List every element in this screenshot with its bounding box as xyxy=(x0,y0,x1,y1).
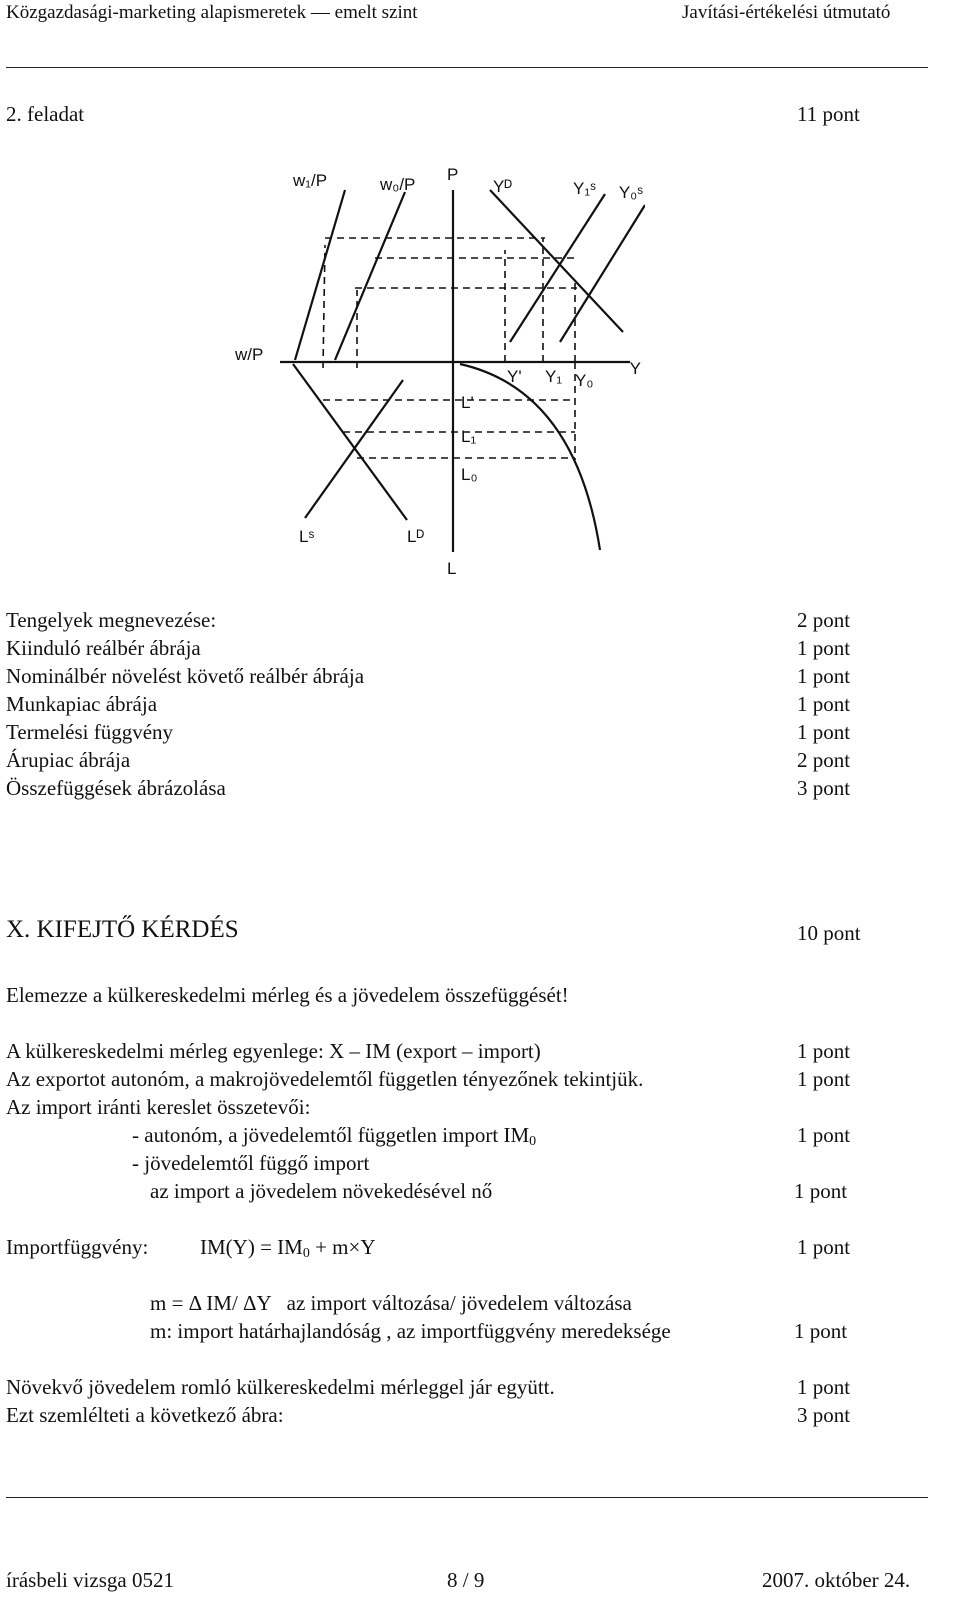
scoring-label: Összefüggések ábrázolása xyxy=(6,776,226,800)
answer-row xyxy=(0,1319,960,1347)
scoring-row xyxy=(0,692,960,720)
label-l0: L₀ xyxy=(461,465,478,484)
formula-part: IM(Y) = IM xyxy=(200,1235,303,1259)
answer-row xyxy=(0,1179,960,1207)
w0p-line xyxy=(335,192,405,360)
answer-points: 1 pont xyxy=(797,1123,851,1147)
section-points: 10 pont xyxy=(797,921,861,945)
label-yprime: Y' xyxy=(507,367,522,386)
label-y0: Y₀ xyxy=(575,371,594,390)
subscript: 0 xyxy=(529,1134,537,1149)
answer-text: Az import iránti kereslet összetevői: xyxy=(6,1095,311,1119)
production-curve xyxy=(460,364,600,550)
answer-row xyxy=(0,1123,960,1151)
scoring-label: Tengelyek megnevezése: xyxy=(6,608,217,632)
answer-points: 1 pont xyxy=(797,1039,851,1063)
m-meaning: m: import határhajlandóság , az importfüggvény meredeksége xyxy=(150,1319,671,1343)
guide-lines xyxy=(323,238,577,460)
scoring-points: 1 pont xyxy=(797,664,851,688)
label-p: P xyxy=(447,165,459,184)
footer-center: 8 / 9 xyxy=(447,1568,485,1592)
answer-text: Növekvő jövedelem romló külkereskedelmi mérleggel jár együtt. xyxy=(6,1375,555,1399)
answer-points: 1 pont xyxy=(797,1235,851,1259)
scoring-label: Munkapiac ábrája xyxy=(6,692,158,716)
header-left: Közgazdasági-marketing alapismeretek — emelt szint xyxy=(6,2,418,23)
scoring-row xyxy=(0,720,960,748)
answer-text-main: - autonóm, a jövedelemtől független import IM xyxy=(132,1123,530,1147)
answer-text: Az exportot autonóm, a makrojövedelemtől független tényezőnek tekintjük. xyxy=(6,1067,644,1091)
footer-rule xyxy=(6,1497,928,1498)
label-yd: Yᴰ xyxy=(493,177,512,196)
label-y: Y xyxy=(629,359,641,378)
answer-row xyxy=(0,1039,960,1067)
answer-points: 1 pont xyxy=(794,1179,848,1203)
scoring-label: Termelési függvény xyxy=(6,720,174,744)
labor-market-diagram xyxy=(175,150,645,590)
answer-text: A külkereskedelmi mérleg egyenlege: X – IM (export – import) xyxy=(6,1039,541,1063)
y0s-line xyxy=(560,205,645,342)
answer-points: 1 pont xyxy=(797,1067,851,1091)
yd-line xyxy=(490,190,623,332)
m-definition: m = Δ IM/ ΔY az import változása/ jövedelem változása xyxy=(150,1291,632,1315)
answer-text: az import a jövedelem növekedésével nő xyxy=(150,1179,493,1203)
label-y1s: Y₁ˢ xyxy=(573,179,596,198)
answer-row xyxy=(0,1375,960,1403)
answer-row xyxy=(0,1151,960,1179)
label-lprime: L' xyxy=(461,393,474,412)
answer-row xyxy=(0,1095,960,1123)
question-text: Elemezze a külkereskedelmi mérleg és a jövedelem összefüggését! xyxy=(6,983,569,1007)
scoring-points: 1 pont xyxy=(797,720,851,744)
w1p-line xyxy=(295,190,345,360)
scoring-label: Kiinduló reálbér ábrája xyxy=(6,636,201,660)
header-rule xyxy=(6,67,928,68)
scoring-points: 3 pont xyxy=(797,776,851,800)
y1s-line xyxy=(510,194,605,342)
task-label: 2. feladat xyxy=(6,102,85,126)
label-wp: w/P xyxy=(235,345,264,364)
import-function-formula xyxy=(200,1235,376,1260)
scoring-label: Árupiac ábrája xyxy=(6,748,131,772)
scoring-row xyxy=(0,748,960,776)
answer-text: - jövedelemtől függő import xyxy=(132,1151,370,1175)
ld-line xyxy=(293,364,407,520)
header-right: Javítási-értékelési útmutató xyxy=(682,2,891,23)
task-points: 11 pont xyxy=(797,102,860,126)
scoring-row xyxy=(0,636,960,664)
label-y1: Y₁ xyxy=(545,367,563,386)
label-y0s: Y₀ˢ xyxy=(618,183,643,202)
footer-left: írásbeli vizsga 0521 xyxy=(6,1568,174,1592)
answer-points: 1 pont xyxy=(794,1319,848,1343)
label-ld: Lᴰ xyxy=(407,527,425,546)
scoring-row xyxy=(0,664,960,692)
import-function-row xyxy=(0,1235,960,1263)
formula-part: + m×Y xyxy=(309,1235,376,1259)
answer-row xyxy=(0,1067,960,1095)
import-function-label: Importfüggvény: xyxy=(6,1235,149,1259)
scoring-row xyxy=(0,776,960,804)
answer-text xyxy=(132,1123,536,1148)
label-w1p: w₁/P xyxy=(293,171,328,190)
answer-points: 3 pont xyxy=(797,1403,851,1427)
section-title: X. KIFEJTŐ KÉRDÉS xyxy=(6,916,239,943)
scoring-points: 2 pont xyxy=(797,608,851,632)
answer-points: 1 pont xyxy=(797,1375,851,1399)
scoring-points: 1 pont xyxy=(797,636,851,660)
subscript: 0 xyxy=(302,1246,310,1261)
scoring-points: 2 pont xyxy=(797,748,851,772)
label-ls: Lˢ xyxy=(299,527,315,546)
answer-row xyxy=(0,1403,960,1431)
footer-right: 2007. október 24. xyxy=(762,1568,911,1592)
answer-row xyxy=(0,1291,960,1319)
scoring-label: Nominálbér növelést követő reálbér ábrája xyxy=(6,664,365,688)
label-w0p: w₀/P xyxy=(380,175,416,194)
label-l1: L₁ xyxy=(461,427,477,446)
label-l: L xyxy=(447,559,457,578)
scoring-row xyxy=(0,608,960,636)
answer-text: Ezt szemlélteti a következő ábra: xyxy=(6,1403,284,1427)
scoring-points: 1 pont xyxy=(797,692,851,716)
